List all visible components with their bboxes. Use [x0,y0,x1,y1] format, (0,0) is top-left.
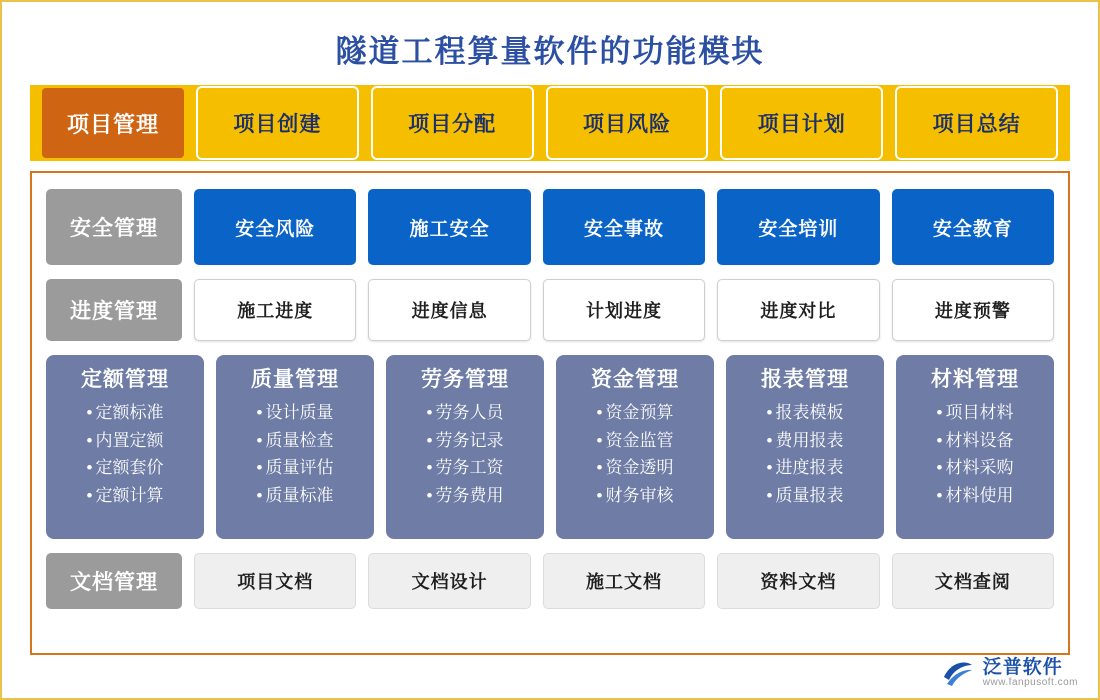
project-item-0[interactable]: 项目创建 [196,86,359,160]
module-card-2[interactable] [386,355,544,539]
list-item[interactable]: • 材料使用 [902,482,1048,510]
module-card-3-list [562,399,708,509]
swoosh-logo-icon [941,656,975,690]
module-cards-row [46,355,1054,539]
project-item-4[interactable]: 项目总结 [895,86,1058,160]
module-card-3-title: 资金管理 [591,368,679,391]
list-item[interactable]: • 劳务人员 [392,399,538,427]
progress-item-3[interactable]: 进度对比 [717,279,879,341]
module-card-1-list [222,399,368,509]
list-item[interactable]: • 资金监管 [562,427,708,455]
list-item[interactable]: • 资金预算 [562,399,708,427]
module-card-4[interactable] [726,355,884,539]
document-item-0[interactable]: 项目文档 [194,553,356,609]
project-item-1[interactable]: 项目分配 [371,86,534,160]
list-item[interactable]: • 费用报表 [732,427,878,455]
progress-item-2[interactable]: 计划进度 [543,279,705,341]
safety-item-3[interactable]: 安全培训 [717,189,879,265]
safety-item-2[interactable]: 安全事故 [543,189,705,265]
list-item[interactable]: • 内置定额 [52,427,198,455]
band-head-project-management[interactable]: 项目管理 [42,88,184,158]
list-item[interactable]: • 劳务记录 [392,427,538,455]
module-card-4-list [732,399,878,509]
list-item[interactable]: • 进度报表 [732,454,878,482]
module-card-2-title: 劳务管理 [421,368,509,391]
modules-container [30,171,1070,655]
list-item[interactable]: • 质量报表 [732,482,878,510]
list-item[interactable]: • 材料设备 [902,427,1048,455]
project-item-3[interactable]: 项目计划 [720,86,883,160]
list-item[interactable]: • 劳务工资 [392,454,538,482]
list-item[interactable]: • 定额计算 [52,482,198,510]
module-card-5[interactable] [896,355,1054,539]
progress-item-4[interactable]: 进度预警 [892,279,1054,341]
document-item-3[interactable]: 资料文档 [717,553,879,609]
list-item[interactable]: • 财务审核 [562,482,708,510]
list-item[interactable]: • 项目材料 [902,399,1048,427]
module-card-2-list [392,399,538,509]
project-management-band [30,85,1070,161]
brand-url: www.fanpusoft.com [982,676,1078,688]
list-item[interactable]: • 定额标准 [52,399,198,427]
module-card-0-title: 定额管理 [81,368,169,391]
list-item[interactable]: • 定额套价 [52,454,198,482]
safety-item-0[interactable]: 安全风险 [194,189,356,265]
document-item-2[interactable]: 施工文档 [543,553,705,609]
document-item-1[interactable]: 文档设计 [368,553,530,609]
safety-item-1[interactable]: 施工安全 [368,189,530,265]
progress-item-0[interactable]: 施工进度 [194,279,356,341]
list-item[interactable]: • 质量检查 [222,427,368,455]
progress-management-row [46,279,1054,341]
row-head-document-management[interactable]: 文档管理 [46,553,182,609]
module-card-4-title: 报表管理 [761,368,849,391]
project-item-2[interactable]: 项目风险 [546,86,709,160]
module-card-1[interactable] [216,355,374,539]
brand-name-cn: 泛普软件 [982,656,1063,678]
module-card-0[interactable] [46,355,204,539]
list-item[interactable]: • 报表模板 [732,399,878,427]
safety-item-4[interactable]: 安全教育 [892,189,1054,265]
progress-item-1[interactable]: 进度信息 [368,279,530,341]
row-head-progress-management[interactable]: 进度管理 [46,279,182,341]
brand-logo [941,656,1078,690]
list-item[interactable]: • 资金透明 [562,454,708,482]
safety-management-row [46,189,1054,265]
page-title: 隧道工程算量软件的功能模块 [335,34,765,69]
document-management-row [46,553,1054,609]
list-item[interactable]: • 设计质量 [222,399,368,427]
list-item[interactable]: • 劳务费用 [392,482,538,510]
module-card-5-title: 材料管理 [931,368,1019,391]
module-card-5-list [902,399,1048,509]
row-head-safety-management[interactable]: 安全管理 [46,189,182,265]
document-item-4[interactable]: 文档查阅 [892,553,1054,609]
module-card-1-title: 质量管理 [251,368,339,391]
list-item[interactable]: • 质量评估 [222,454,368,482]
module-card-0-list [52,399,198,509]
module-card-3[interactable] [556,355,714,539]
list-item[interactable]: • 材料采购 [902,454,1048,482]
list-item[interactable]: • 质量标准 [222,482,368,510]
